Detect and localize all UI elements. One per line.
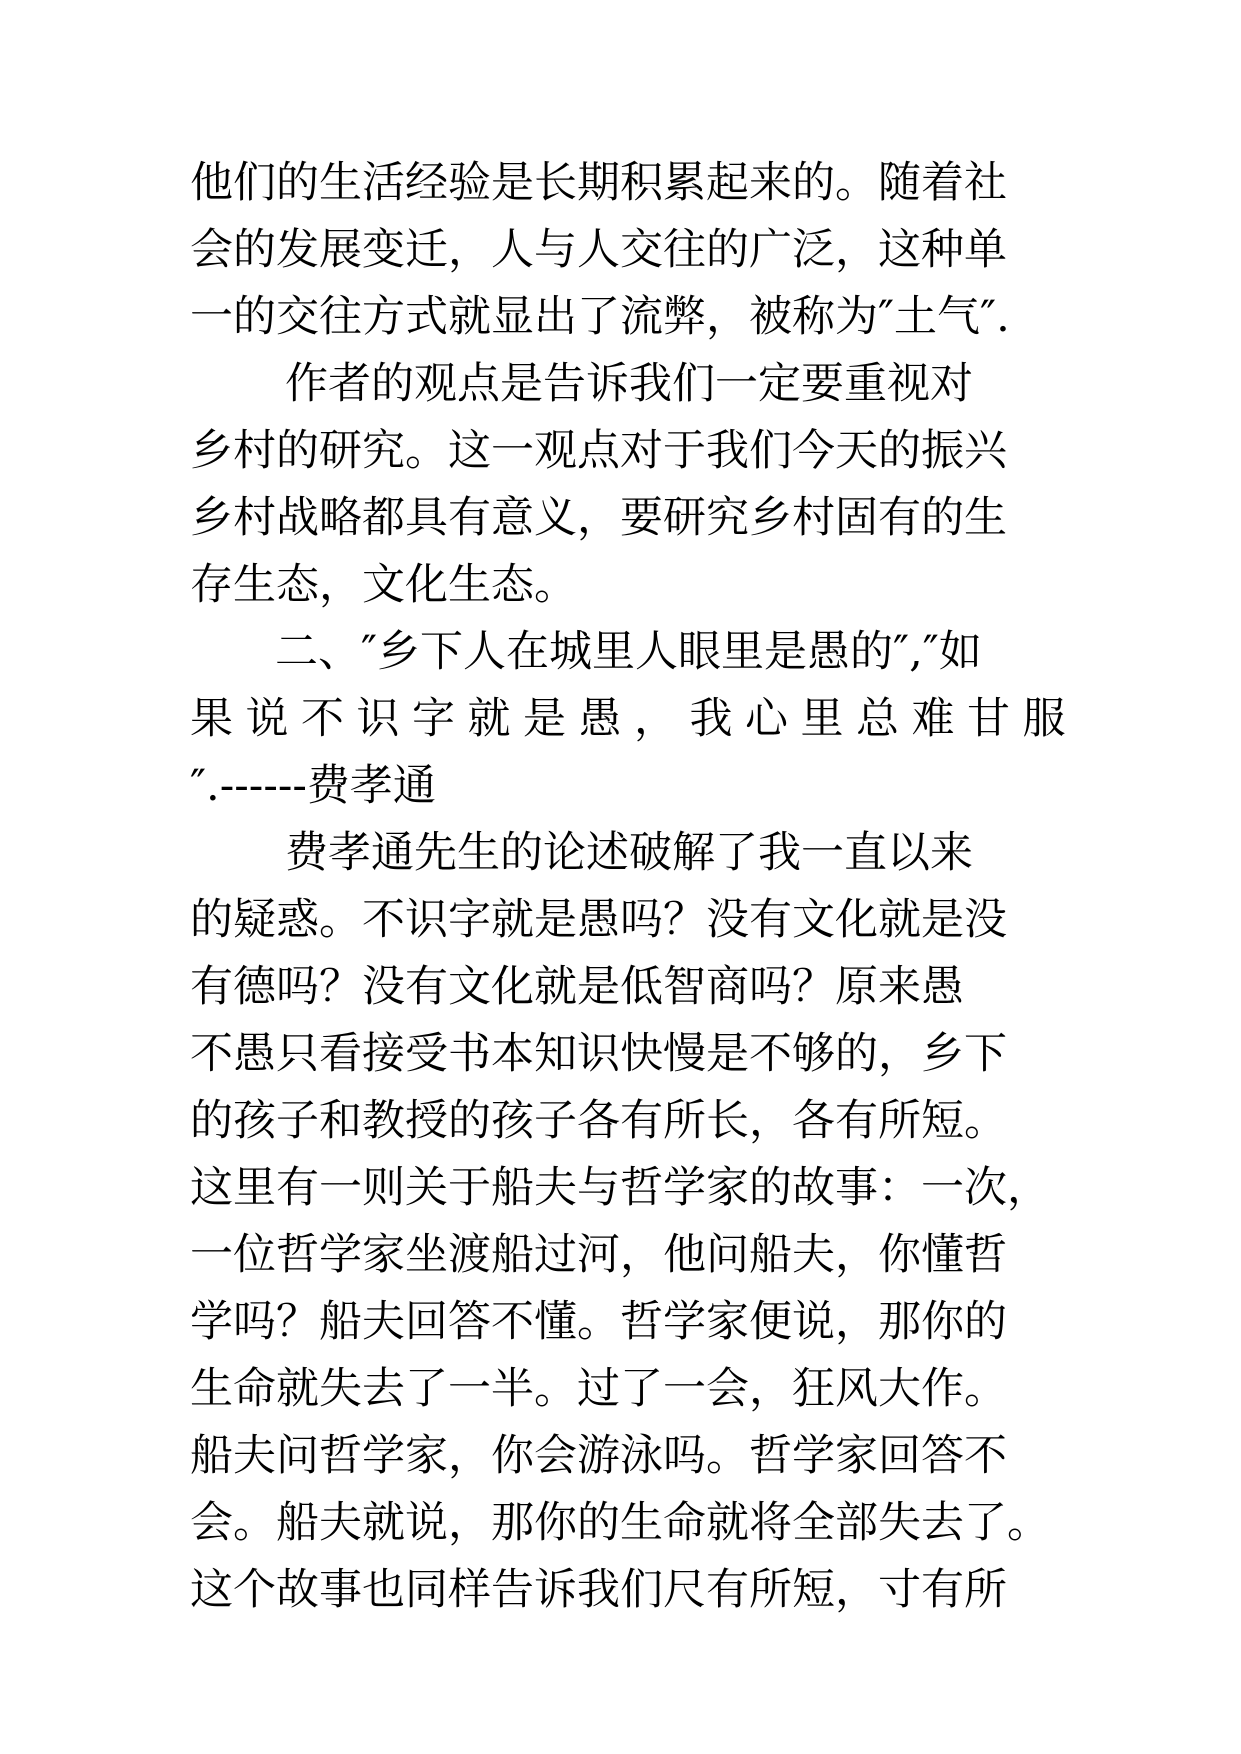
text-line: 的孩子和教授的孩子各有所长，各有所短。: [190, 1096, 1007, 1146]
text-line: 乡村的研究。这一观点对于我们今天的振兴: [190, 426, 1007, 476]
paragraph-first-line: 作者的观点是告诉我们一定要重视对: [285, 359, 973, 409]
quote-attribution: ″.------费孝通: [190, 761, 436, 811]
text-line: 这里有一则关于船夫与哲学家的故事：一次，: [190, 1163, 1050, 1213]
quote-line: 果说不识字就是愚，我心里总难甘服: [190, 694, 1078, 744]
text-line: 会。船夫就说，那你的生命就将全部失去了。: [190, 1498, 1050, 1548]
text-line: 有德吗？没有文化就是低智商吗？原来愚: [190, 962, 964, 1012]
text-line: 存生态，文化生态。: [190, 560, 577, 610]
section-heading-line: 二、″乡下人在城里人眼里是愚的″,″如: [275, 627, 982, 677]
text-line: 他们的生活经验是长期积累起来的。随着社: [190, 158, 1007, 208]
text-line: 生命就失去了一半。过了一会，狂风大作。: [190, 1364, 1007, 1414]
text-line: 的疑惑。不识字就是愚吗？没有文化就是没: [190, 895, 1007, 945]
text-line: 会的发展变迁，人与人交往的广泛，这种单: [190, 225, 1007, 275]
body-text: [190, 150, 1078, 1624]
text-line: 乡村战略都具有意义，要研究乡村固有的生: [190, 493, 1007, 543]
paragraph-first-line: 费孝通先生的论述破解了我一直以来: [285, 828, 973, 878]
text-line: 不愚只看接受书本知识快慢是不够的，乡下: [190, 1029, 1007, 1079]
text-line: 一的交往方式就显出了流弊，被称为″土气″.: [190, 292, 1010, 342]
text-line: 船夫问哲学家，你会游泳吗。哲学家回答不: [190, 1431, 1007, 1481]
text-line: 学吗？船夫回答不懂。哲学家便说，那你的: [190, 1297, 1007, 1347]
text-line: 这个故事也同样告诉我们尺有所短，寸有所: [190, 1565, 1007, 1615]
text-line: 一位哲学家坐渡船过河，他问船夫，你懂哲: [190, 1230, 1007, 1280]
